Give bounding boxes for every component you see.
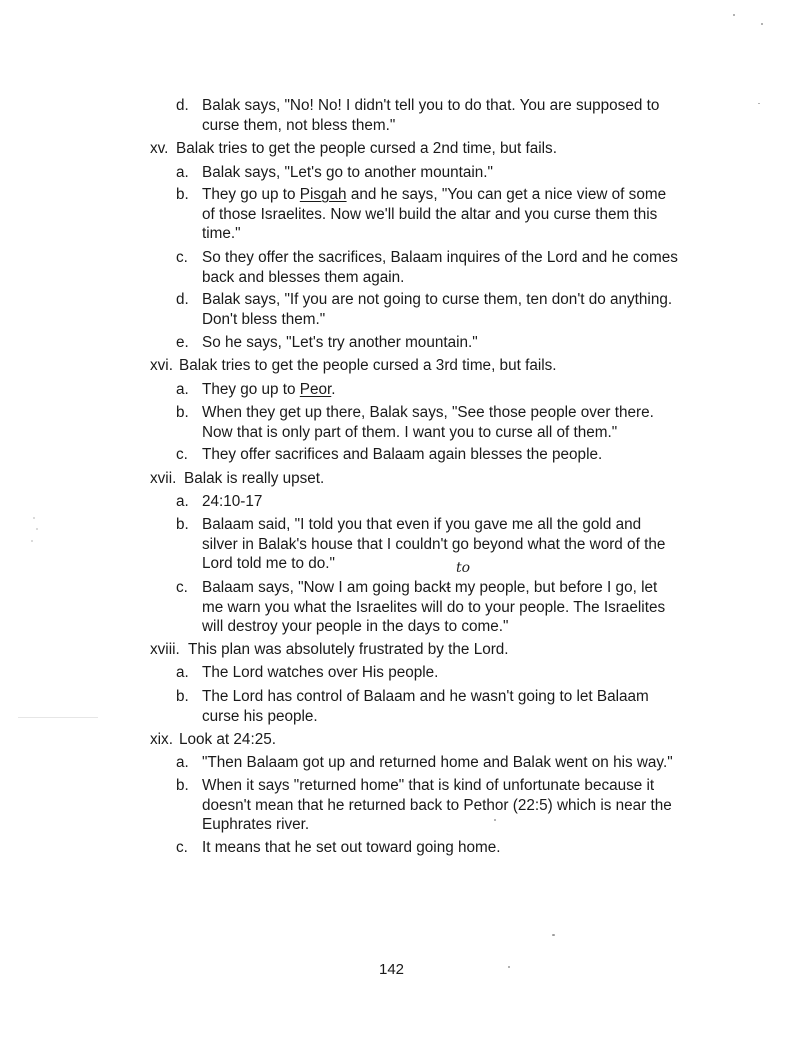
item-line: me warn you what the Israelites will do to your people. The Israelites	[202, 598, 666, 616]
inline-text: and he says, "You can get a nice view of some	[346, 186, 667, 203]
section-text: Balak tries to get the people cursed a 2nd time, but fails.	[176, 140, 557, 157]
section-marker: xix.	[150, 731, 173, 748]
item-marker: b.	[176, 777, 189, 794]
inline-text: They go up to	[202, 381, 300, 398]
section-text: Look at 24:25.	[179, 731, 276, 748]
handwritten-insert: to	[456, 560, 471, 576]
item-marker: c.	[176, 839, 188, 856]
item-line: The Lord watches over His people.	[202, 664, 439, 681]
item-line: Now that is only part of them. I want you to curse all of them."	[202, 423, 618, 441]
item-line: It means that he set out toward going home.	[202, 839, 501, 856]
item-marker: d.	[176, 97, 189, 114]
item-line: When they get up there, Balak says, "See those people over there.	[202, 404, 654, 421]
item-line: Don't bless them."	[202, 310, 326, 328]
item-line: So they offer the sacrifices, Balaam inquires of the Lord and he comes	[202, 249, 678, 266]
section-text: Balak tries to get the people cursed a 3rd time, but fails.	[179, 357, 557, 374]
item-line: They offer sacrifices and Balaam again blesses the people.	[202, 446, 603, 463]
item-marker: a.	[176, 664, 189, 681]
section-marker: xvi.	[150, 357, 173, 374]
scan-speck	[733, 14, 735, 16]
item-line	[202, 380, 702, 400]
item-line: The Lord has control of Balaam and he wasn't going to let Balaam	[202, 688, 649, 705]
scan-speck	[761, 23, 763, 25]
item-line: So he says, "Let's try another mountain."	[202, 334, 478, 351]
item-line: "Then Balaam got up and returned home and Balak went on his way."	[202, 754, 673, 771]
item-marker: b.	[176, 404, 189, 421]
item-marker: b.	[176, 516, 189, 533]
item-marker: c.	[176, 446, 188, 463]
struck-through-word: t	[446, 579, 451, 596]
section-marker: xv.	[150, 140, 169, 157]
inline-text: They go up to	[202, 186, 300, 203]
item-marker: e.	[176, 334, 189, 351]
inline-text: Balaam says, "Now I am going back	[202, 579, 447, 596]
item-marker: d.	[176, 291, 189, 308]
item-line: time."	[202, 225, 241, 243]
item-line	[202, 578, 702, 598]
section-text: Balak is really upset.	[184, 470, 325, 487]
item-line: Balak says, "Let's go to another mountain."	[202, 164, 493, 181]
item-line: curse his people.	[202, 707, 318, 725]
item-marker: b.	[176, 688, 189, 705]
item-line: When it says "returned home" that is kind of unfortunate because it	[202, 777, 655, 794]
item-marker: c.	[176, 579, 188, 596]
item-marker: b.	[176, 186, 189, 203]
item-line: of those Israelites. Now we'll build the altar and you curse them this	[202, 205, 658, 223]
underlined-word-peor: Peor	[299, 381, 332, 398]
scan-speck	[33, 517, 35, 519]
item-marker: a.	[176, 754, 189, 771]
section-marker: xvii.	[150, 470, 177, 487]
scan-speck	[758, 103, 760, 104]
item-marker: a.	[176, 164, 189, 181]
section-text: This plan was absolutely frustrated by the Lord.	[188, 641, 509, 658]
item-marker: a.	[176, 381, 189, 398]
item-line: Balaam said, "I told you that even if you gave me all the gold and	[202, 516, 642, 533]
item-line: 24:10-17	[202, 493, 263, 510]
item-line: silver in Balak's house that I couldn't go beyond what the word of the	[202, 535, 666, 553]
page-number: 142	[379, 961, 405, 978]
item-line: doesn't mean that he returned back to Pethor (22:5) which is near the	[202, 796, 672, 814]
item-line: curse them, not bless them."	[202, 116, 396, 134]
scan-speck	[494, 819, 496, 821]
item-line: will destroy your people in the days to come."	[202, 618, 509, 636]
underlined-word-pisgah: Pisgah	[299, 186, 347, 203]
scan-speck	[36, 528, 38, 530]
item-line: Lord told me to do."	[202, 555, 335, 573]
scan-mark	[18, 717, 98, 718]
item-marker: a.	[176, 493, 189, 510]
section-marker: xviii.	[150, 641, 180, 658]
scan-speck	[552, 934, 555, 936]
scan-speck	[31, 540, 33, 542]
item-line	[202, 185, 702, 205]
inline-text: .	[331, 381, 336, 398]
scan-speck	[508, 966, 510, 968]
item-line: Euphrates river.	[202, 816, 310, 834]
item-line: Balak says, "No! No! I didn't tell you to do that. You are supposed to	[202, 97, 660, 114]
inline-text: my people, but before I go, let	[450, 579, 658, 596]
item-line: Balak says, "If you are not going to curse them, ten don't do anything.	[202, 291, 673, 308]
item-marker: c.	[176, 249, 188, 266]
item-line: back and blesses them again.	[202, 268, 405, 286]
